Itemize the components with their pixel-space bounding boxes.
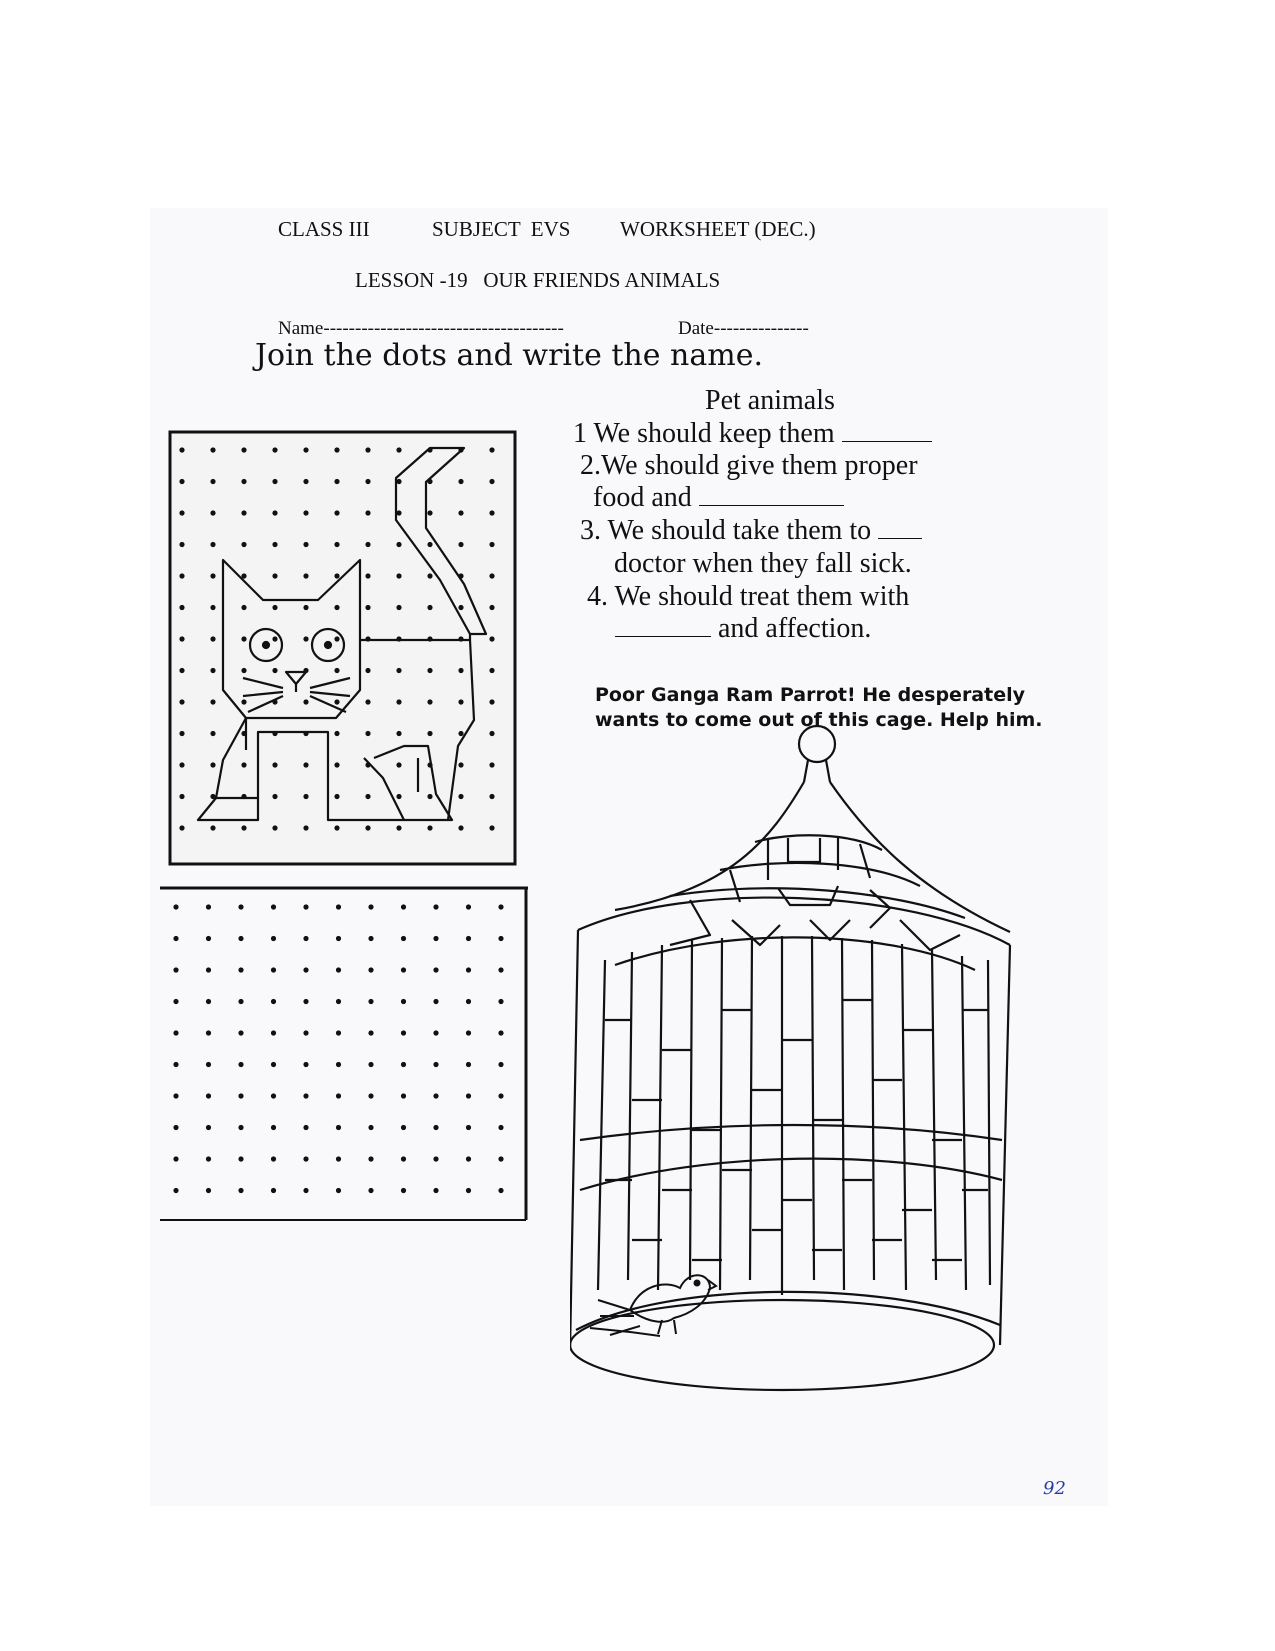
grid-dot [466, 1125, 471, 1130]
grid-dot [238, 1062, 243, 1067]
grid-dot [498, 1062, 503, 1067]
grid-dot [334, 479, 339, 484]
grid-dot [303, 636, 308, 641]
grid-dot [179, 731, 184, 736]
grid-dot [368, 1093, 373, 1098]
grid-dot [206, 999, 211, 1004]
grid-dot [489, 605, 494, 610]
answer-blank-1[interactable] [842, 441, 932, 442]
grid-dot [365, 447, 370, 452]
grid-dot [396, 542, 401, 547]
grid-dot [303, 479, 308, 484]
grid-dot [458, 731, 463, 736]
grid-dot [206, 1125, 211, 1130]
grid-dot [334, 636, 339, 641]
page-title: Join the dots and write the name. [255, 338, 763, 373]
grid-dot [466, 967, 471, 972]
grid-dot [365, 731, 370, 736]
grid-dot [179, 636, 184, 641]
grid-dot [336, 1156, 341, 1161]
grid-dot [210, 636, 215, 641]
grid-dot [336, 1093, 341, 1098]
grid-dot [336, 999, 341, 1004]
grid-dot [272, 605, 277, 610]
grid-dot [173, 967, 178, 972]
question-1-text: 1 We should keep them [573, 418, 835, 449]
bird-cage-maze[interactable] [570, 720, 1040, 1410]
answer-blank-4[interactable] [615, 636, 711, 637]
grid-dot [336, 967, 341, 972]
grid-dot [401, 999, 406, 1004]
grid-dot [303, 1156, 308, 1161]
grid-dot [272, 542, 277, 547]
grid-dot [206, 1093, 211, 1098]
grid-dot [303, 936, 308, 941]
grid-dot [179, 605, 184, 610]
grid-dot [401, 936, 406, 941]
question-4-line2 [615, 613, 871, 645]
grid-dot [179, 479, 184, 484]
grid-dot [433, 904, 438, 909]
grid-dot [238, 967, 243, 972]
grid-dot [336, 904, 341, 909]
subject-label: SUBJECT EVS [432, 217, 571, 241]
grid-dot [336, 936, 341, 941]
grid-dot [179, 447, 184, 452]
grid-dot [489, 447, 494, 452]
grid-dot [303, 762, 308, 767]
grid-dot [241, 762, 246, 767]
grid-dot [271, 936, 276, 941]
grid-dot [303, 1062, 308, 1067]
grid-dot [179, 542, 184, 547]
grid-dot [498, 1156, 503, 1161]
grid-dot [206, 936, 211, 941]
grid-dot [271, 1125, 276, 1130]
grid-dot [173, 1062, 178, 1067]
grid-dot [336, 1030, 341, 1035]
grid-dot [271, 1093, 276, 1098]
grid-dot [271, 1030, 276, 1035]
grid-dot [173, 1030, 178, 1035]
grid-dot [466, 1156, 471, 1161]
maze-instruction-line1: Poor Ganga Ram Parrot! He desperately [595, 684, 1025, 706]
name-field[interactable]: Name-------------------------------------- [278, 318, 564, 339]
grid-dot [401, 1062, 406, 1067]
grid-dot [489, 510, 494, 515]
grid-dot [303, 510, 308, 515]
grid-dot [210, 668, 215, 673]
grid-dot [303, 447, 308, 452]
grid-dot [401, 1093, 406, 1098]
grid-dot [365, 510, 370, 515]
grid-dot [303, 1125, 308, 1130]
grid-dot [433, 1093, 438, 1098]
parrot [590, 1275, 716, 1336]
grid-dot [368, 904, 373, 909]
grid-dot [238, 1030, 243, 1035]
grid-dot [241, 605, 246, 610]
grid-dot [368, 967, 373, 972]
grid-dot [334, 573, 339, 578]
grid-dot [241, 510, 246, 515]
grid-dot [271, 904, 276, 909]
grid-dot [303, 1188, 308, 1193]
grid-dot [206, 904, 211, 909]
grid-dot [433, 999, 438, 1004]
lesson-title: LESSON -19 OUR FRIENDS ANIMALS [355, 268, 721, 292]
grid-dot [272, 794, 277, 799]
grid-dot [365, 794, 370, 799]
grid-dot [179, 699, 184, 704]
grid-dot [334, 699, 339, 704]
grid-dot [498, 967, 503, 972]
grid-dot [238, 1188, 243, 1193]
grid-dot [489, 731, 494, 736]
grid-dot [238, 1093, 243, 1098]
grid-dot [458, 668, 463, 673]
grid-dot [365, 605, 370, 610]
grid-dot [334, 447, 339, 452]
grid-dot [241, 447, 246, 452]
grid-dot [427, 573, 432, 578]
question-2-line1: 2.We should give them proper [580, 450, 918, 481]
grid-dot [303, 967, 308, 972]
grid-dot [336, 1062, 341, 1067]
grid-dot [489, 762, 494, 767]
grid-dot [238, 1125, 243, 1130]
grid-dot [433, 1156, 438, 1161]
grid-dot [427, 542, 432, 547]
grid-dot [489, 699, 494, 704]
grid-dot [368, 1188, 373, 1193]
grid-dot [173, 1156, 178, 1161]
grid-dot [303, 605, 308, 610]
grid-dot [210, 731, 215, 736]
grid-dot [334, 510, 339, 515]
grid-dot [272, 573, 277, 578]
grid-dot [210, 699, 215, 704]
grid-dot [401, 1156, 406, 1161]
grid-dot [489, 636, 494, 641]
grid-dot [238, 999, 243, 1004]
grid-dot [396, 699, 401, 704]
grid-dot [210, 762, 215, 767]
grid-dot [458, 825, 463, 830]
grid-dot [368, 999, 373, 1004]
grid-dot [498, 936, 503, 941]
grid-dot [241, 825, 246, 830]
grid-dot [498, 1125, 503, 1130]
grid-dot [498, 1188, 503, 1193]
grid-dot [303, 1093, 308, 1098]
grid-dot [303, 542, 308, 547]
grid-dot [401, 1125, 406, 1130]
grid-dot [466, 1093, 471, 1098]
grid-dot [489, 573, 494, 578]
grid-dot [489, 825, 494, 830]
answer-blank-2[interactable] [699, 505, 844, 506]
grid-dot [271, 1062, 276, 1067]
grid-dot [272, 636, 277, 641]
grid-dot [466, 999, 471, 1004]
grid-dot [396, 605, 401, 610]
grid-dot [396, 762, 401, 767]
grid-dot [271, 1188, 276, 1193]
grid-dot [334, 668, 339, 673]
grid-dot [303, 904, 308, 909]
pet-heading: Pet animals [705, 385, 835, 416]
grid-dot [272, 479, 277, 484]
grid-dot [206, 1062, 211, 1067]
grid-dot [498, 904, 503, 909]
grid-dot [401, 1030, 406, 1035]
grid-dot [365, 573, 370, 578]
question-1 [573, 418, 932, 450]
grid-dot [179, 762, 184, 767]
grid-dot [365, 825, 370, 830]
grid-dot [334, 542, 339, 547]
grid-dot [334, 731, 339, 736]
grid-dot [303, 999, 308, 1004]
grid-dot [272, 668, 277, 673]
grid-dot [433, 936, 438, 941]
question-4-text: and affection. [718, 613, 872, 644]
cat-dot-drawing[interactable] [168, 420, 518, 870]
grid-dot [238, 1156, 243, 1161]
grid-dot [401, 1188, 406, 1193]
grid-dot [427, 510, 432, 515]
grid-dot [433, 967, 438, 972]
grid-dot [368, 936, 373, 941]
class-label: CLASS III [278, 217, 370, 241]
grid-dot [498, 1093, 503, 1098]
grid-dot [271, 999, 276, 1004]
grid-dot [206, 967, 211, 972]
grid-dot [179, 573, 184, 578]
grid-dot [396, 479, 401, 484]
grid-dot [210, 447, 215, 452]
grid-dot [334, 762, 339, 767]
grid-dot [458, 510, 463, 515]
grid-dot [241, 668, 246, 673]
grid-dot [179, 668, 184, 673]
grid-dot [368, 1156, 373, 1161]
grid-dot [458, 605, 463, 610]
question-2-text: food and [593, 482, 692, 513]
grid-dot [498, 1030, 503, 1035]
grid-dot [238, 904, 243, 909]
grid-dot [179, 794, 184, 799]
grid-dot [427, 731, 432, 736]
grid-dot [396, 794, 401, 799]
date-field[interactable]: Date--------------- [678, 318, 809, 339]
maze-instruction-line2: wants to come out of this cage. Help him. [595, 709, 1043, 731]
grid-dot [173, 936, 178, 941]
grid-dot [401, 904, 406, 909]
grid-dot [458, 479, 463, 484]
question-2-line2 [593, 482, 844, 514]
grid-dot [238, 936, 243, 941]
grid-dot [458, 762, 463, 767]
grid-dot [173, 1188, 178, 1193]
grid-dot [427, 699, 432, 704]
grid-dot [368, 1062, 373, 1067]
grid-dot [303, 825, 308, 830]
grid-dot [179, 825, 184, 830]
grid-dot [303, 794, 308, 799]
grid-dot [271, 1156, 276, 1161]
grid-dot [458, 794, 463, 799]
grid-dot [489, 542, 494, 547]
grid-dot [466, 936, 471, 941]
grid-dot [272, 510, 277, 515]
grid-dot [241, 542, 246, 547]
grid-dot [272, 825, 277, 830]
grid-dot [458, 542, 463, 547]
grid-dot [210, 479, 215, 484]
grid-dot [427, 605, 432, 610]
grid-dot [466, 1030, 471, 1035]
grid-dot [433, 1125, 438, 1130]
grid-dot [206, 1156, 211, 1161]
grid-dot [241, 699, 246, 704]
grid-dot [210, 510, 215, 515]
grid-dot [206, 1030, 211, 1035]
grid-dot [368, 1125, 373, 1130]
grid-dot [241, 479, 246, 484]
grid-dot [489, 479, 494, 484]
grid-dot [210, 825, 215, 830]
grid-dot [241, 636, 246, 641]
grid-dot [179, 510, 184, 515]
grid-dot [433, 1030, 438, 1035]
grid-dot [271, 967, 276, 972]
grid-dot [427, 794, 432, 799]
grid-dot [303, 573, 308, 578]
grid-dot [433, 1188, 438, 1193]
grid-dot [272, 762, 277, 767]
grid-dot [365, 542, 370, 547]
grid-dot [210, 542, 215, 547]
grid-dot [489, 668, 494, 673]
grid-dot [210, 605, 215, 610]
grid-dot [396, 573, 401, 578]
grid-dot [210, 573, 215, 578]
grid-dot [466, 1062, 471, 1067]
grid-dot [396, 447, 401, 452]
grid-dot [396, 731, 401, 736]
grid-dot [427, 668, 432, 673]
question-3-line1 [580, 515, 922, 547]
grid-dot [427, 825, 432, 830]
grid-dot [173, 1093, 178, 1098]
grid-dot [396, 668, 401, 673]
grid-dot [334, 605, 339, 610]
grid-dot [336, 1188, 341, 1193]
grid-dot [489, 794, 494, 799]
grid-dot [365, 479, 370, 484]
empty-dot-grid[interactable] [158, 885, 530, 1225]
grid-dot [401, 967, 406, 972]
grid-dot [458, 699, 463, 704]
grid-dot [365, 699, 370, 704]
grid-dot [272, 447, 277, 452]
question-3-line2: doctor when they fall sick. [614, 548, 912, 579]
answer-blank-3[interactable] [878, 538, 922, 539]
grid-dot [433, 1062, 438, 1067]
grid-dot [334, 825, 339, 830]
grid-dot [206, 1188, 211, 1193]
grid-dot [498, 999, 503, 1004]
signature-mark: 92 [1043, 1478, 1066, 1499]
grid-dot [466, 1188, 471, 1193]
grid-dot [368, 1030, 373, 1035]
grid-dot [336, 1125, 341, 1130]
question-4-line1: 4. We should treat them with [587, 581, 910, 612]
grid-dot [334, 794, 339, 799]
worksheet-label: WORKSHEET (DEC.) [620, 217, 816, 241]
grid-dot [365, 668, 370, 673]
grid-dot [396, 825, 401, 830]
grid-dot [303, 699, 308, 704]
grid-dot [466, 904, 471, 909]
grid-dot [173, 999, 178, 1004]
grid-dot [303, 1030, 308, 1035]
question-3-text: 3. We should take them to [580, 515, 872, 546]
grid-dot [173, 1125, 178, 1130]
grid-dot [396, 510, 401, 515]
grid-dot [173, 904, 178, 909]
